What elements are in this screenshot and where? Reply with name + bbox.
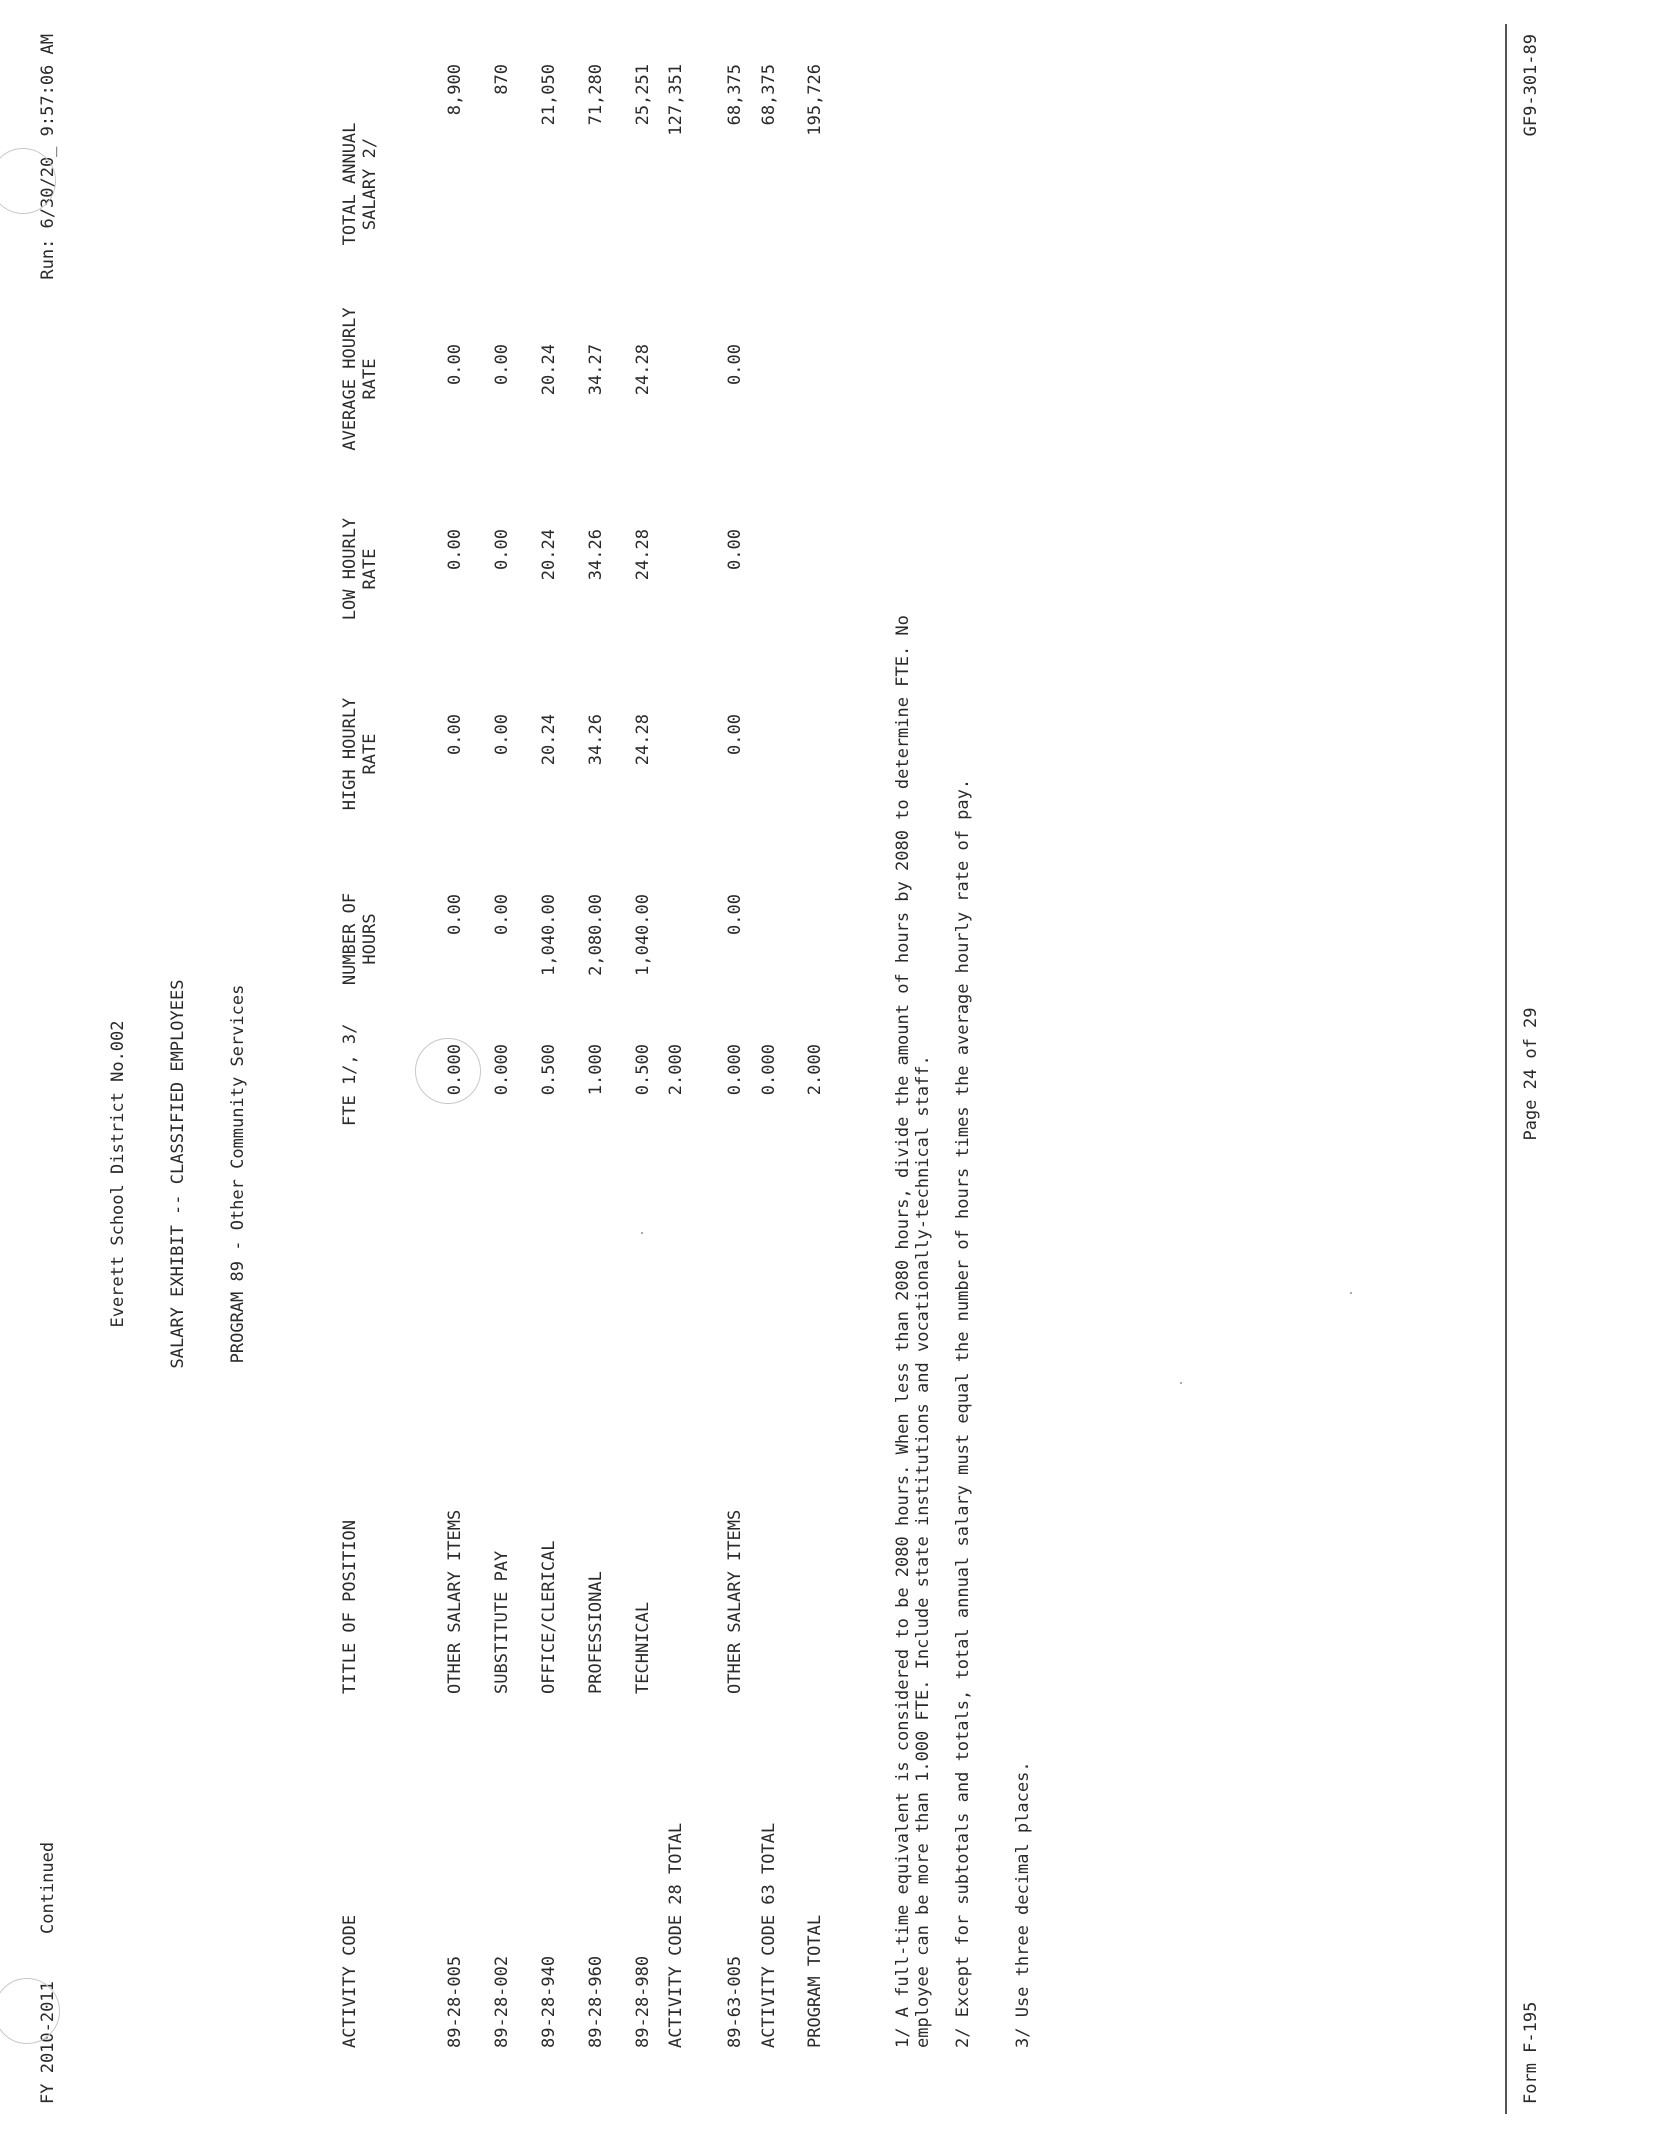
form-number: Form F-195 [1521, 2001, 1541, 2104]
col-hours-line1: NUMBER OF [340, 892, 360, 986]
row-low-rate: 0.00 [445, 529, 465, 570]
continued-label: Continued [38, 1841, 58, 1934]
subtotal-salary: 127,351 [666, 64, 686, 136]
row-low-rate: 0.00 [492, 529, 512, 570]
row-hours: 1,040.00 [633, 894, 653, 976]
row-position-title: SUBSTITUTE PAY [492, 1550, 512, 1694]
row-fte: 0.500 [633, 1044, 653, 1096]
subtotal-fte: 0.000 [759, 1044, 779, 1096]
row-position-title: PROFESSIONAL [586, 1571, 606, 1694]
row-total-salary: 71,280 [586, 64, 606, 126]
row-activity-code: 89-28-940 [539, 1955, 559, 2048]
program-total-fte: 2.000 [805, 1044, 825, 1096]
row-avg-rate: 20.24 [539, 344, 559, 396]
row-avg-rate: 24.28 [633, 344, 653, 396]
row-high-rate: 0.00 [725, 714, 745, 755]
row-high-rate: 20.24 [539, 714, 559, 766]
row-activity-code: 89-28-960 [586, 1955, 606, 2048]
col-fte: FTE 1/, 3/ [340, 1023, 360, 1126]
row-activity-code: 89-28-980 [633, 1955, 653, 2048]
row-position-title: OFFICE/CLERICAL [539, 1540, 559, 1694]
program-title: PROGRAM 89 - Other Community Services [228, 984, 248, 1364]
col-activity-code: ACTIVITY CODE [340, 1914, 360, 2048]
row-total-salary: 870 [492, 64, 512, 95]
row-high-rate: 34.26 [586, 714, 606, 766]
row-hours: 0.00 [725, 894, 745, 935]
run-stamp: Run: 6/30/20_ 9:57:06 AM [38, 34, 58, 280]
col-low-rate-line2: RATE [360, 548, 380, 590]
footnote-1-line-1: 1/ A full-time equivalent is considered to be 2080 hours. When less than 2080 hours, divide the amount of hours by 2080 to determine FTE. No [893, 615, 913, 2048]
row-total-salary: 68,375 [725, 64, 745, 126]
footnote-1-line-2: employee can be more than 1.000 FTE. Include state institutions and vocationally-technical staff. [913, 1055, 933, 2048]
row-avg-rate: 34.27 [586, 344, 606, 396]
col-high-rate-line2: RATE [360, 733, 380, 775]
row-position-title: OTHER SALARY ITEMS [445, 1509, 465, 1694]
footnote-2: 2/ Except for subtotals and totals, total annual salary must equal the number of hours times the average hourly rate of pay. [953, 778, 973, 2048]
col-total-salary-line2: SALARY 2/ [360, 137, 380, 231]
scan-speck [641, 1232, 643, 1234]
row-activity-code: 89-63-005 [725, 1955, 745, 2048]
row-fte: 0.000 [492, 1044, 512, 1096]
row-low-rate: 20.24 [539, 529, 559, 581]
scan-speck [1350, 1292, 1352, 1294]
program-total-label: PROGRAM TOTAL [805, 1914, 825, 2048]
row-position-title: OTHER SALARY ITEMS [725, 1509, 745, 1694]
subtotal-fte: 2.000 [666, 1044, 686, 1096]
row-fte: 0.500 [539, 1044, 559, 1096]
row-activity-code: 89-28-002 [492, 1955, 512, 2048]
col-low-rate-line1: LOW HOURLY [340, 517, 360, 621]
row-fte: 1.000 [586, 1044, 606, 1096]
document-code: GF9-301-89 [1521, 34, 1541, 137]
row-avg-rate: 0.00 [445, 344, 465, 385]
row-low-rate: 24.28 [633, 529, 653, 581]
footer-rule [1505, 24, 1507, 2114]
exhibit-title: SALARY EXHIBIT -- CLASSIFIED EMPLOYEES [168, 979, 188, 1369]
row-low-rate: 0.00 [725, 529, 745, 570]
row-fte: 0.000 [445, 1044, 465, 1096]
row-activity-code: 89-28-005 [445, 1955, 465, 2048]
col-avg-rate-line1: AVERAGE HOURLY [340, 307, 360, 451]
row-high-rate: 0.00 [492, 714, 512, 755]
row-high-rate: 0.00 [445, 714, 465, 755]
row-total-salary: 21,050 [539, 64, 559, 126]
row-hours: 0.00 [445, 894, 465, 935]
row-hours: 2,080.00 [586, 894, 606, 976]
scan-speck [1180, 1382, 1182, 1384]
col-total-salary-line1: TOTAL ANNUAL [340, 122, 360, 246]
row-hours: 1,040.00 [539, 894, 559, 976]
row-fte: 0.000 [725, 1044, 745, 1096]
col-title-of-position: TITLE OF POSITION [340, 1520, 360, 1694]
subtotal-salary: 68,375 [759, 64, 779, 126]
page-number: Page 24 of 29 [1521, 1007, 1541, 1141]
row-low-rate: 34.26 [586, 529, 606, 581]
row-position-title: TECHNICAL [633, 1601, 653, 1694]
row-avg-rate: 0.00 [492, 344, 512, 385]
col-high-rate-line1: HIGH HOURLY [340, 697, 360, 811]
row-total-salary: 25,251 [633, 64, 653, 126]
subtotal-label: ACTIVITY CODE 28 TOTAL [666, 1822, 686, 2048]
subtotal-label: ACTIVITY CODE 63 TOTAL [759, 1822, 779, 2048]
row-high-rate: 24.28 [633, 714, 653, 766]
fiscal-year: FY 2010-2011 [38, 1981, 58, 2104]
row-avg-rate: 0.00 [725, 344, 745, 385]
footnote-3: 3/ Use three decimal places. [1013, 1761, 1033, 2048]
col-hours-line2: HOURS [360, 913, 380, 965]
col-avg-rate-line2: RATE [360, 358, 380, 400]
program-total-salary: 195,726 [805, 64, 825, 136]
district-name: Everett School District No.002 [108, 1020, 128, 1328]
row-total-salary: 8,900 [445, 64, 465, 116]
row-hours: 0.00 [492, 894, 512, 935]
